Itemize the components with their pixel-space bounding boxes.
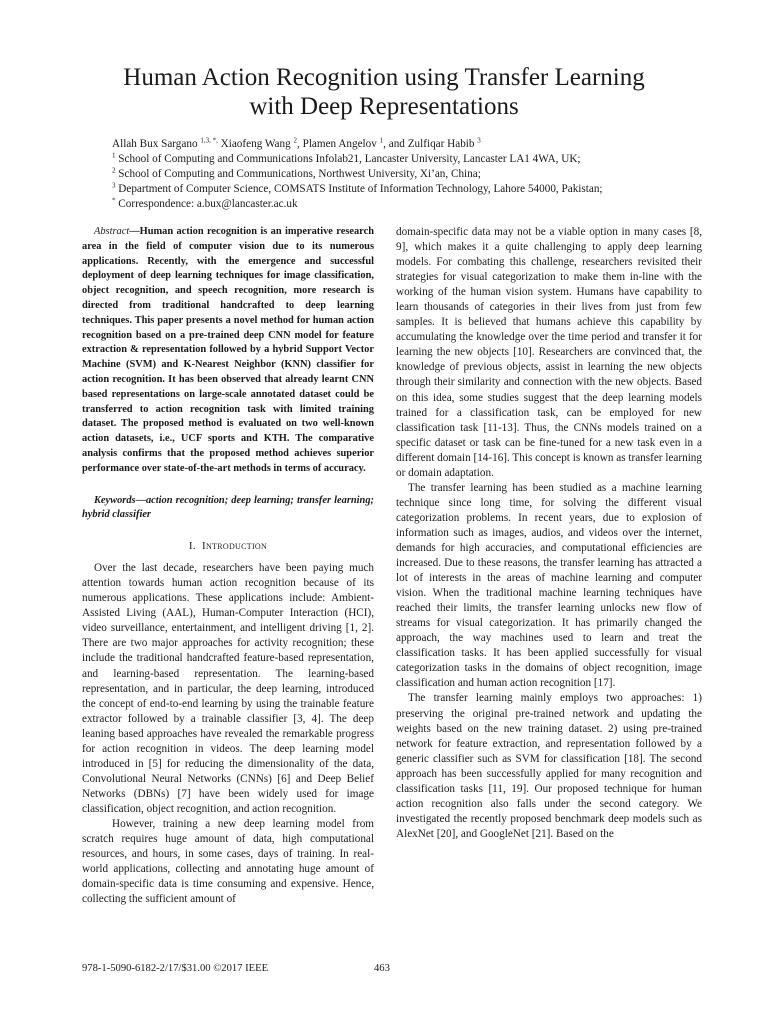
footer-copyright: 978-1-5090-6182-2/17/$31.00 ©2017 IEEE bbox=[82, 963, 269, 974]
section-numeral: I. bbox=[188, 540, 196, 553]
affiliation bbox=[112, 182, 603, 197]
affiliation-text: Department of Computer Science, COMSATS Institute of Information Technology, Lahore 54000, Pakistan; bbox=[115, 183, 603, 195]
author-3-sup: 1 bbox=[379, 136, 384, 145]
body-paragraph: Over the last decade, researchers have been paying much attention towards human action recognition because of its numerous applications. These applications include: Ambient-Assisted Living (AAL), Human-Computer Interaction (HCI), video surveillance, entertainment, and intelligent driving [1, 2]. There are two major approaches for activity recognition; these include the traditional handcrafted feature-based representation, and learning-based representation. The learning-based representation, and in particular, the deep learning, introduced the concept of end-to-end learning by using the trainable feature extractor followed by a trainable classifier [3, 4]. The deep leaning based approaches have revealed the remarkable progress for action recognition in videos. The deep learning model introduced in [5] for reducing the dimensionality of the data, Convolutional Neural Networks (CNNs) [6] and Deep Belief Networks (DBNs) [7] have been widely used for image classification, object recognition, and action recognition. bbox=[82, 562, 374, 815]
affiliation bbox=[112, 152, 603, 167]
affiliation-sup: * bbox=[112, 196, 116, 205]
paper-title bbox=[60, 63, 708, 121]
abstract-body: —Human action recognition is an imperative research area in the field of computer vision due to its numerous applications. Recently, with the emergence and successful deployment of deep learning techniques for image classification, object recognition, and speech recognition, more research is directed from traditional handcrafted to deep learning techniques. This paper presents a novel method for human action recognition based on a pre-trained deep CNN model for feature extraction & representation followed by a hybrid Support Vector Machine (SVM) and K-Nearest Neighbor (KNN) classifier for action recognition. It has been observed that already learnt CNN based representations on large-scale annotated dataset could be transferred to action recognition task with limited training dataset. The proposed method is evaluated on two well-known action datasets, i.e., UCF sports and KTH. The comparative analysis confirms that the proposed method achieves superior performance over state-of-the-art methods in terms of accuracy. bbox=[82, 226, 374, 474]
abstract-label: Abstract bbox=[94, 226, 130, 237]
author-1-sup: 1,3, *, bbox=[200, 136, 218, 145]
body-paragraph: The transfer learning has been studied as a machine learning technique since long time, for solving the different visual categorization problems. In recent years, due to explosion of information such as images, audios, and videos over the internet, demands for high accuracies, and computational efficiencies are increased. Due to these reasons, the transfer learning has attracted a lot of interests in the areas of machine learning and computer vision. When the traditional machine learning techniques have reached their limits, the transfer learning unlocks new flow of streams for visual categorization. It has primarily changed the approach, the way machines used to learn and treat the classification tasks. It has been applied successfully for visual categorization tasks in the domains of object recognition, image classification and human action recognition [17]. bbox=[396, 481, 702, 690]
section-title-rest: ntroduction bbox=[206, 540, 268, 553]
author-1: Allah Bux Sargano bbox=[112, 138, 201, 150]
keywords-label: Keywords bbox=[94, 494, 136, 506]
correspondence bbox=[112, 197, 603, 212]
right-column bbox=[396, 225, 702, 842]
section-heading bbox=[82, 539, 374, 554]
left-column bbox=[82, 225, 374, 907]
affiliation-text: School of Computing and Communications Infolab21, Lancaster University, Lancaster LA1 4WA, UK; bbox=[115, 153, 581, 165]
keywords bbox=[82, 494, 374, 524]
correspondence-email[interactable]: Correspondence: a.bux@lancaster.ac.uk bbox=[115, 198, 298, 210]
author-block bbox=[112, 137, 603, 212]
affiliation-sup: 2 bbox=[112, 166, 116, 175]
affiliation-text: School of Computing and Communications, Northwest University, Xi’an, China; bbox=[115, 168, 481, 180]
page-number: 463 bbox=[374, 963, 390, 974]
keywords-body: —action recognition; deep learning; transfer learning; hybrid classifier bbox=[82, 494, 374, 521]
section-initial: I bbox=[202, 540, 206, 553]
author-2-sup: 2 bbox=[293, 136, 297, 145]
author-2: Xiaofeng Wang bbox=[217, 138, 294, 150]
abstract bbox=[82, 225, 374, 477]
body-paragraph: However, training a new deep learning model from scratch requires huge amount of data, high computational resources, and hours, in some cases, days of training. In real-world applications, collecting and annotating huge amount of domain-specific data is time consuming and expensive. Hence, collecting the sufficient amount of bbox=[82, 817, 374, 906]
author-4: , and Zulfiqar Habib bbox=[383, 138, 478, 150]
affiliation-sup: 1 bbox=[112, 151, 116, 160]
author-3: , Plamen Angelov bbox=[297, 138, 380, 150]
title-line-1: Human Action Recognition using Transfer Learning bbox=[123, 64, 645, 91]
affiliation bbox=[112, 167, 603, 182]
body-paragraph: The transfer learning mainly employs two approaches: 1) preserving the original pre-trained network and updating the weights based on the new training dataset. 2) using pre-trained network for feature extraction, and representation followed by a generic classifier such as SVM for classification [18]. The second approach has been successfully applied for many recognition and classification tasks [11, 19]. Our proposed technique for human action recognition also falls under the second category. We investigated the recently proposed benchmark deep models such as AlexNet [20], and GoogleNet [21]. Based on the bbox=[396, 692, 702, 840]
author-4-sup: 3 bbox=[477, 136, 481, 145]
author-list bbox=[112, 137, 603, 152]
affiliation-sup: 3 bbox=[112, 181, 116, 190]
body-paragraph: domain-specific data may not be a viable option in many cases [8, 9], which makes it a quite challenging to apply deep learning models. For combating this challenge, researchers revisited their strategies for visual categorization to make them in-line with the working of the human vision system. Humans have capability to learn thousands of categories in their lives from just from few samples. It is believed that humans achieve this capability by accumulating the knowledge over the time period and transfer it for learning the new objects [10]. Researchers are convinced that, the knowledge of previous objects, assist in learning the new objects through their similarity and connection with the new objects. Based on this idea, some studies suggest that the deep learning models trained for a classification task, can be employed for new classification task [11-13]. Thus, the CNNs models trained on a specific dataset or task can be fine-tuned for a new task even in a different domain [14-16]. This concept is known as transfer learning or domain adaptation. bbox=[396, 226, 702, 479]
title-line-2: with Deep Representations bbox=[249, 93, 519, 120]
